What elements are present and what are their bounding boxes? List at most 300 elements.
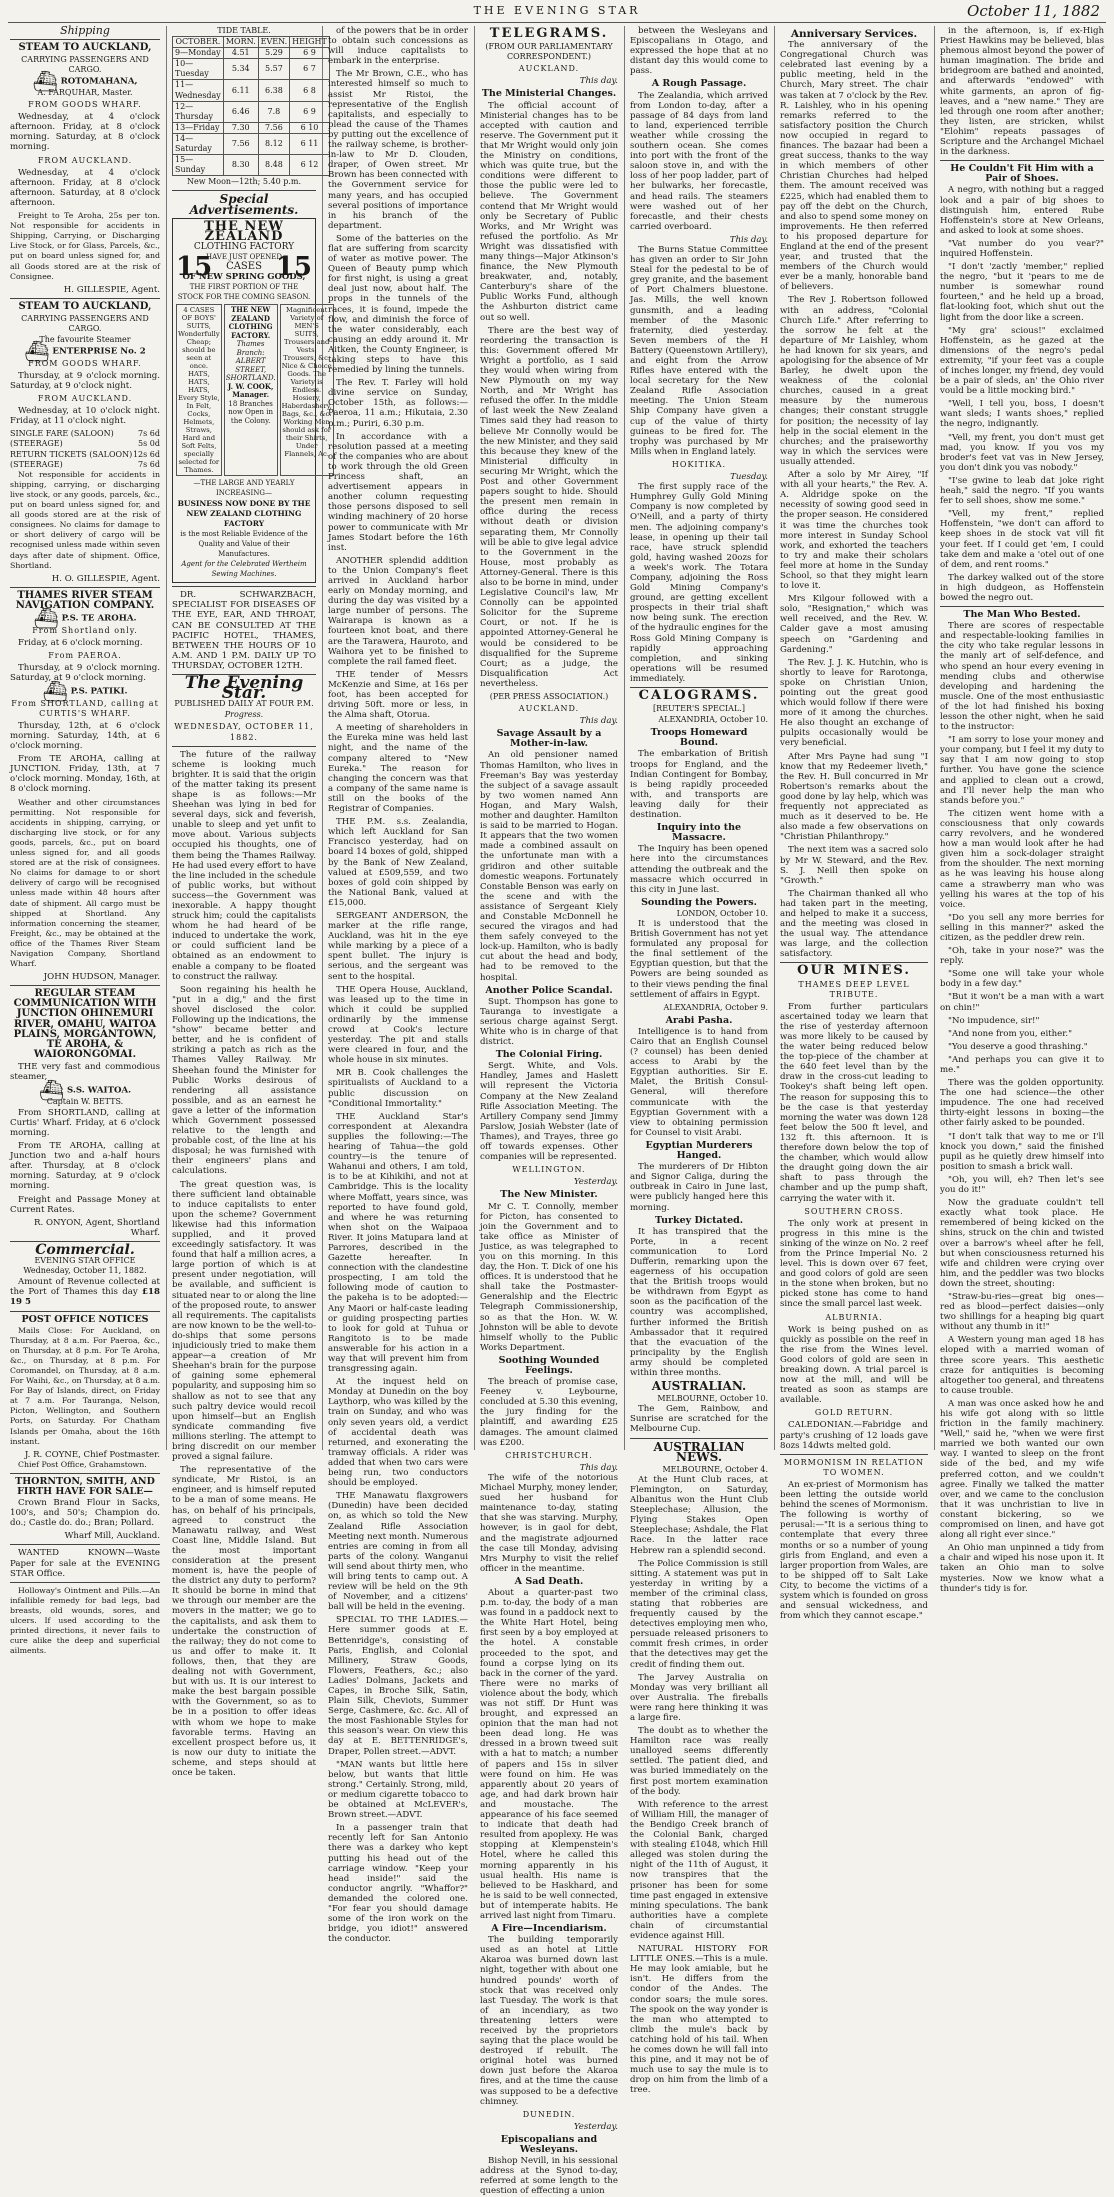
place-heading: AUCKLAND. [518, 64, 580, 74]
fare-price: 12s 6d [132, 449, 160, 459]
news-paragraph: THE Manawatu flaxgrowers (Dunedin) have been decided on, as which so told the New Zealand Rifle Association Meeting next month. Numerous entries are coming in from all parts of the colony. Wanganui will send about thirty men, who will bring tents to camp out. A review will be held on the 9th of November, and a citizens' ball will be held in the evening. [328, 1491, 468, 1613]
article-heading: A Rough Passage. [651, 78, 747, 90]
ad-panel-center [224, 304, 278, 476]
notice-text: Not responsible for accidents in shipping, carrying, or discharging live stock, or any goods, parcels, &c., put on board unless signed for, and all goods stored are at the risk of consignees. No claims for damage to or short delivery of cargo will be recognised unless made within seven days after date of shipment. Office, Shortland. [10, 469, 160, 570]
article-paragraph: "But it won't be a man with a wart on chin!" [940, 992, 1104, 1013]
schedule: Wednesday, at 4 o'clock afternoon. Friday, at 8 o'clock afternoon. Saturday, at 8 o'clock afternoon. [10, 167, 160, 208]
notice-text: Weather and other circumstances permitting. Not responsible for accidents in shipping, carrying, or discharging live stock, or for any goods, parcels, &c., put on board unless signed for, and all goods stored are at the risk of consignees. No claims for damage to or short delivery of cargo will be recognised unless made within 48 hours after date of shipment. All cargo must be shipped at Shortland. Any information concerning the steamer, Freight, &c., may be obtained at the office of the Thames River Steam Navigation Company, Shortland Wharf. [10, 797, 160, 969]
article-paragraph: "Straw-bu-ries—great big ones—red as blood—perfect daisies—only two shillings for a heaping big quart without any thumb in it!" [940, 1291, 1104, 1333]
editorial-paragraph: Soon regaining his health he "put in a dig," and the first shovel disclosed the color. Following up the indications, the "show" became better and better, and he is confident of striking a patch as rich as the Thames Valley Railway. Mr Sheehan found the Minister for Public Works desirous of rendering all assistance possible, and as an earnest he gave a letter of the information which Government possessed relative to the length and probable cost, of the line at his disposal; he was furnished with their engineers' plans and calculations. [172, 984, 316, 1177]
steamship-icon: ⛴ [32, 69, 58, 94]
ad-subtitle: CLOTHING FACTORY [193, 241, 295, 252]
news-paragraph: SPECIAL TO THE LADIES.—Here summer goods at E. Bettenridge's, consisting of Paris, English, and Colonial Millinery, Straw Goods, Flowers, Feathers, &c.; also Ladies' Dolmans, Jackets and Capes, in Broche Silk, Satin, Plain Silk, Cheviots, Summer Serge, Cashmere, &c. &c. All of the most Fashionable Styles for this season's wear. On view this day at E. BETTENRIDGE's, Draper, Pollen street.—ADVT. [328, 1615, 468, 1757]
article-paragraph: The Police Commission is still sitting. A statement was put in yesterday in writing by a member of the criminal class, stating that robberies are frequently caused by the detectives employing men who, persuade released prisoners to commit fresh crimes, in order that the detectives may get the credit of finding them out. [630, 1558, 768, 1670]
schedule: From TE AROHA, calling at JUNCTION. Friday, 13th, at 7 o'clock morning. Monday, 16th, at 8 o'clock morning. [10, 754, 160, 795]
tide-column-header: OCTOBER. [173, 37, 224, 48]
notice-text: Freight to Te Aroha, 25s per ton. Not responsible for accidents in Shipping, Carrying, or Discharging Live Stock, or for Glass, Parcels, &c., put on board unless signed for, and all Goods stored are at the risk of Consignee. [10, 211, 160, 281]
ad-line: OF NEW SPRING GOODS, [182, 272, 306, 283]
departure-point: FROM AUCKLAND. [37, 394, 133, 404]
column-shipping [10, 24, 160, 1656]
fare-label: RETURN TICKETS (SALOON) [10, 449, 133, 459]
article-body: The breach of promise case, Feeney v. Leybourne, concluded at 5.30 this evening, the jury finding for the plaintiff, and awarding £25 damages. The amount claimed was £200. [480, 1377, 618, 1448]
divider [10, 1473, 160, 1474]
place-heading: DUNEDIN. [522, 2109, 576, 2119]
news-paragraph: THE Auckland Star's correspondent at Alexandra supplies the following:—The hearing of Tahua—the gold country—is the tenure of Wahanui and others, I am told, is to be at Kihikihi, and not at Cambridge. This is the locality where Moffatt, years since, was reported to have found gold, and where he was returning when shot on the Waipaoa River. It joins Matupara land at Parrores, described in the Gazette hereafter. In connection with the clandestine prospecting, I am told the following mode of caution to the pakeha is to be adopted:—Any Maori or half-caste leading or guiding prospecting parties to look for gold at Tuhua or Rangitoto is to be made answerable for his action in a way that will prevent him from transgressing again. [328, 1111, 468, 1375]
tide-cell: 5.57 [258, 59, 290, 80]
fare-row [10, 460, 160, 470]
customs-amount: £18 19 5 [10, 1287, 160, 1308]
tide-column-header: MORN. [223, 37, 258, 48]
article-heading: A Sad Death. [514, 1575, 584, 1587]
schedule: Friday, at 6 o'clock morning. [18, 637, 143, 648]
section-heading-australian: AUSTRALIAN. [651, 1379, 747, 1394]
ad-line: —THE LARGE AND YEARLY INCREASING— [193, 479, 295, 498]
departure-point: FROM GOODS WHARF. [28, 358, 142, 368]
article-body: The murderers of Dr Hibton and Signor Caliga, during the outbreak in Cairo in June last, were publicly hanged here this morning. [630, 1162, 768, 1213]
article-heading: Sounding the Powers. [641, 896, 757, 908]
tide-cell: 7.56 [258, 122, 290, 133]
news-paragraph: A meeting of shareholders in the Eureka mine was held last night, and the name of the company altered to "New Eureka." The reason for changing the concern was that a company of the same name is still on the books of the Registrar of Companies. [328, 723, 468, 815]
tide-row [173, 122, 330, 133]
article-paragraph: "No impudence, sir!" [948, 1015, 1040, 1026]
article-body: It has transpired that the Porte, in a recent communication to Lord Dufferin, remarking upon the eagerness of his occupation that the British troops would be withdrawn from Egypt as soon as the pacification of the country was accomplished, further informed the British Ambassador that it required that the evacuation of the principality by the English army should be completed within three months. [630, 1226, 768, 1378]
tide-cell: 6 7 [290, 59, 330, 80]
divider [172, 586, 316, 587]
article-paragraph: After Mrs Payne had sung "I know that my Redeemer liveth," the Rev. H. Bull concurred in Mr Robertson's remarks about the good done by lay help, which was frequently not appreciated as much as it deserved to be. He also made a few observations on "Christian Philanthropy." [780, 751, 928, 843]
vessel-name: ENTERPRISE No. 2 [52, 346, 146, 357]
publication-note: PUBLISHED DAILY AT FOUR P.M. [174, 699, 314, 709]
masthead-title: THE EVENING STAR [473, 4, 641, 17]
tide-cell: 6 9 [290, 101, 330, 122]
article-paragraph: "I don't 'zactly 'member," replied the negro, "but it 'pears to me de number is somewhar round fourteen," and he held up a broad, flat-looking foot, which shut out the light from the door like a screen. [940, 262, 1104, 323]
tide-cell: 6 10 [290, 122, 330, 133]
column-anniversary-mines [780, 26, 928, 1622]
schedule: Thursday, 12th, at 6 o'clock morning. Saturday, 14th, at 6 o'clock morning. [10, 720, 160, 752]
article-paragraph: The citizen went home with a consciousness that only cowards carry revolvers, and he wondered how a man would look after he had given him a sock-dolager straight from the shoulder. The next morning as he was leaving his house along came a strawberry man who was yelling his wares at the top of his voice. [940, 808, 1104, 910]
place-heading: CHRISTCHURCH. [505, 1450, 593, 1460]
article-paragraph: The Jarvey Australia on Monday was very brilliant all over Australia. The fireballs were rang here thinking it was a large fire. [630, 1672, 768, 1723]
article-body: The Zealandia, which arrived from London to-day, after a passage of 84 days from land to land, experienced terrible weather while crossing the southern ocean. She comes into port with the front of the saloon stove in, and with the loss of her poop ladder, part of her bulwarks, her forecastle, and head rails. The steamers were washed out of her forecastle, and their chests carried overboard. [630, 90, 768, 232]
divider [172, 746, 316, 747]
article-paragraph: The darkey walked out of the store in high dudgeon, as Hoffenstein bowed the negro out. [940, 572, 1104, 603]
fare-label: SINGLE FARE (SALOON) [10, 429, 114, 439]
departure-point: From Shortland only. [32, 625, 138, 635]
mine-heading: GOLD RETURN. [814, 1408, 894, 1418]
fare-table [10, 429, 160, 469]
article-paragraph: "Do you sell any more berries for selling in this manner?" asked the citizen, as the peddler drew rein. [940, 912, 1104, 943]
article-paragraph: After a solo by Mr Airey, "If with all your hearts," the Rev. A. A. Aldridge spoke on the necessity of sowing good seed in the proper season. He considered it was time the churches took more interest in Sunday School work, and exhorted the teachers to try and make their scholars feel more at home in the Sunday School, so that they might learn to love it. [780, 470, 928, 592]
article-body: Intelligence is to hand from Cairo that an English Counsel (? counsel) has been denied access to Arabi by the Egyptian authorities. Sir E. Malet, the British Consul-General, will therefore communicate with the Egyptian Government with a view to obtaining permission for Counsel to visit Arabi. [630, 1026, 768, 1138]
ad-title: THE NEW ZEALAND [204, 218, 284, 244]
schedule: Thursday, at 9 o'clock morning. Saturday, at 9 o'clock night. [10, 370, 160, 391]
article-paragraph: There are the best way of reordering the transaction is this: Government offered Mr Wright a portfolio, as I said they would when wiring from New Plymouth on my way North, and Mr Wright has refused the offer. In the middle of last week the New Zealand Times said they had reason to believe Mr Connolly would be the new Minister, and they said this because they knew of the Ministerial difficulty in securing Mr Wright, which the Post and other Government papers sought to hide. Should the present men remain in office during the recess without death or division separating them, Mr Connolly will be able to give legal advice to the Government in the House, most probably as Attorney-General. There is this also to be borne in mind, under Legislative Council's law, Mr Connolly can be appointed Solicitor for the Supreme Court, or not. If he is appointed Attorney-General he would be considered to be disqualified for the Supreme Court; as a judge, the Disqualification Act nevertheless. [480, 325, 618, 689]
ad-line: Agent for the Celebrated Wertheim Sewing Machines. [181, 560, 307, 579]
ad-panel-left: 4 CASES OF BOYS' SUITS, Wonderfully Cheap; should be seen at once. HATS, HATS, HATS, Every Style, In Felt, Cocks, Helmets, Straws, Hard and Soft Felts, specially selected for Thames. [178, 306, 220, 475]
article-paragraph: At the Hunt Club races, at Flemington, on Saturday, Albanitus won the Hunt Club Steeplechase; Allusion, the Flying Stakes Open Steeplechase; Ashdale, the Flat Race. In the latter race Hebrew ran a splendid second. [630, 1474, 768, 1556]
section-heading-mines: OUR MINES. [797, 963, 911, 979]
mine-heading: ALBURNIA. [825, 1312, 883, 1322]
news-paragraph: of the powers that be in order to obtain such concessions as will induce capitalists to embark in the enterprise. [328, 26, 468, 67]
divider [10, 985, 160, 986]
article-paragraph: An Ohio man unpinned a tidy from a chair and wiped his nose upon it. It taken an Ohio man to solve mysteries. Now we know what a thunder's tidy is for. [940, 1543, 1104, 1594]
ad-line [10, 679, 160, 704]
article-paragraph: The Rev. J. J. K. Hutchin, who is shortly to leave for Rarotonga, spoke on Christian Union, pointing out the great good which would follow if there were more of it among the churches. He also thought an exchange of pulpits occasionally would be very beneficial. [780, 657, 928, 749]
article-paragraph: The official account of Ministerial changes has to be accepted with caution and reserve. The Government put it that Mr Wright would only join the Ministry on conditions, which was quite true, but the conditions were different to those the public were led to believe. The Government contend that Mr Wright would only be Secretary of Public Works, and Mr Wright was refused the portfolio. As Mr Wright was dissatisfied with many things—Major Atkinson's finance, the New Plymouth breakwater, and, notably, Canterbury's share of the Public Works Fund, although the Ashburton district came out so well. [480, 100, 618, 323]
vessel-master: A. FARQUHAR, Master. [37, 88, 133, 98]
tide-column-header: HEIGHT [290, 37, 330, 48]
place-heading: WELLINGTON. [512, 1165, 586, 1175]
local-news-list [328, 26, 468, 1944]
column-rule [624, 26, 625, 1450]
article-paragraph: A negro, with nothing but a ragged look and a pair of big shoes to distinguish him, entered Rube Hoffenstein's store at New Orleans, and asked to look at some shoes. [940, 185, 1104, 236]
news-paragraph: MR B. Cook challenges the spiritualists of Auckland to a public discussion on "Conditional Immortality." [328, 1068, 468, 1109]
article-heading: The Ministerial Changes. [481, 88, 617, 100]
divider [10, 587, 160, 588]
article-body: The embarkation of British troops for England, and the Indian Contingent for Bombay, is being rapidly proceeded with, and transports are leaving daily for their destination. [630, 749, 768, 821]
column-local-news [328, 26, 468, 1945]
tide-cell: 6 12 [290, 155, 330, 176]
article-body: It is understood that the British Government has not yet formulated any proposal for the final settlement of the Egyptian question, but that the Powers are being sounded as to their views pending the final settlement of affairs in Egypt. [630, 918, 768, 1000]
dateline: MELBOURNE, October 4. [662, 1464, 768, 1474]
tide-cell: 8.30 [223, 155, 258, 176]
tide-table-body [173, 48, 330, 176]
ad-line: BUSINESS NOW DONE BY THE NEW ZEALAND CLOTHING FACTORY [177, 498, 311, 528]
article-heading: Egyptian Murderers Hanged. [645, 1139, 753, 1162]
divider [940, 160, 1104, 161]
ad-line: THE very fast and commodious steamer, [10, 1061, 160, 1082]
departure-point: FROM AUCKLAND. [37, 155, 133, 165]
article-body: Work is being pushed on as quickly as possible on the reef in the rise from the Wines level. Good colors of gold are seen in breaking down. A trial parcel is now at the mill, and will be treated as soon as stamps are available. [780, 1324, 928, 1406]
article-body: An ex-priest of Mormonism has been letting the outside world behind the scenes of Mormonism. The following is worthy of perusal:—"It is a serious thing to contemplate that every three months or so a number of young girls from England, and even a larger proportion from Wales, are to be shipped off to Salt Lake City, to become the victims of a system which is founded on gross and sensual wickedness, and from which they cannot escape." [780, 1479, 928, 1622]
clothing-factory-ad [172, 218, 332, 584]
time-note: Yesterday. [573, 1177, 618, 1188]
notice-text: Chief Post Office, Grahamstown. [18, 1459, 147, 1469]
customs-line [10, 1277, 160, 1307]
article-paragraph: "Oh, take in your nose?" was the reply. [940, 946, 1104, 967]
article-body: Bishop Nevill, in his sessional address at the Synod to-day, referred at some length to the question of effecting a union [480, 2156, 618, 2197]
manager-name: JOHN HUDSON, Manager. [43, 972, 160, 983]
column-rule [774, 26, 775, 1450]
ad-subheading: CARRYING PASSENGERS AND CARGO. [21, 55, 149, 75]
tide-cell: 12—Thursday [173, 101, 224, 122]
news-paragraph: In a passenger train that recently left for San Antonio there was a darkey who kept putting his head out of the carriage window. "Keep your head inside!" said the conductor angrily. "Whaffor?" demanded the colored one. "For fear you should damage some of the iron work on the bridge, you idiot!" answered the conductor. [328, 1823, 468, 1945]
mine-heading: THAMES DEEP LEVEL TRIBUTE. [798, 979, 910, 999]
divider [630, 1438, 768, 1439]
tide-cell: 8.12 [258, 133, 290, 154]
section-heading-commercial: Commercial. [35, 1241, 135, 1258]
fare-label: (STEERAGE) [10, 459, 63, 469]
time-note: Tuesday. [730, 472, 768, 483]
column-cablegrams [630, 26, 768, 2096]
article-paragraph: The Rev J. Robertson followed with an address, "Colonial Church Life." After referring to the sorrow he felt at the departure of Mr Laishley, whom he had known for six years, and apologising for the absence of Mr Barley, he dwelt upon the weakness of the colonial churches, caused in a great measure by the numerous changes; their constant struggle for position; the necessity of lay help in the social element in the churches; and the praiseworthy way in which the services were usually attended. [780, 295, 928, 467]
ad-heading: THAMES RIVER STEAM NAVIGATION COMPANY. [15, 589, 155, 611]
news-paragraph: The Rev. T. Farley will hold divine service on Sunday, October 15th, as follows:—Paeroa, 11 a.m.; Hikutaia, 2.30 p.m.; Puriri, 6.30 p.m. [328, 378, 468, 429]
article-paragraph: A man was once asked how he and his wife got along with so little friction in the family machinery. "Well," said he, "when we were first married we both wanted our own way. I wanted to sleep on the front side of the bed, and my wife preferred cotton, and we couldn't agree. Finally we talked the matter over, and we came to the conclusion that it was unchristian to live in constant bickering, so we compromised on linen, and have got along all right ever since." [940, 1398, 1104, 1541]
article-body: The building temporarily used as an hotel at Little Akaroa was burned down last night, together with about one hundred pounds' worth of stock that was received only last Tuesday. The work is that of an incendiary, as two threatening letters were received by the proprietors saying that the place would be destroyed if rebuilt. The original hotel was burned down just before the Akaroa fires, and at the time the cause was supposed to be a defective chimney. [480, 1935, 618, 2107]
motto: Progress. [224, 710, 264, 720]
article-body: An old pensioner named Thomas Hamilton, who lives in Freeman's Bay was yesterday the subject of a savage assault by two women named Ann Hogan, and Mary Walsh, mother and daughter. Hamilton is said to be married to Hogan. It appears that the two women made a combined assault on the unfortunate man with a gridiron and other suitable domestic weapons. Fortunately Constable Benson was early on the scene and with the assistance of Sergeant Kiely and Constable McDonnell he secured the viragos and had them safely conveyed to the lock-up. Hamilton, who is badly cut about the head and body, had to be removed to the hospital. [480, 750, 618, 983]
ad-line: THE FIRST PORTION OF THE STOCK FOR THE COMING SEASON. [177, 283, 311, 302]
tide-cell: 6.38 [258, 80, 290, 101]
customs-label: Amount of Revenue collected at the Port of Thames this day [10, 1277, 160, 1298]
article-heading: Troops Homeward Bound. [650, 727, 748, 749]
departure-point: FROM GOODS WHARF. [28, 100, 142, 110]
article-paragraph: "Vell, my frent," replied Hoffenstein, "we don't can afford to keep shoes in de stock vat vill fit your feet. If I could get 'em, I could take dem and make a 'otel out of one of dem, and rent rooms." [940, 509, 1104, 570]
schedule: Wednesday, at 4 o'clock afternoon. Friday, at 8 o'clock morning. Saturday, at 8 o'clock morning. [10, 112, 160, 153]
article-body: The Inquiry has been opened here into the circumstances attending the outbreak and the massacre which occurred in this city in June last. [630, 844, 768, 895]
tide-cell: 7.56 [223, 133, 258, 154]
divider [10, 298, 160, 299]
tide-cell: 6.11 [223, 80, 258, 101]
article-paragraph: A Western young man aged 18 has eloped with a married woman of three score years. This aesthetic craze for antiquities is becoming altogether too general, and threatens to cause trouble. [940, 1335, 1104, 1396]
ad-heading: POST OFFICE NOTICES [21, 1313, 149, 1325]
mine-heading: SOUTHERN CROSS. [804, 1206, 904, 1216]
article-body [480, 101, 618, 689]
postmaster-name: J. R. COYNE, Chief Postmaster. [24, 1449, 160, 1460]
tide-cell: 7.8 [258, 101, 290, 122]
divider [780, 1454, 928, 1455]
article-paragraph: "And perhaps you can give it to me." [940, 1054, 1104, 1075]
section-heading-special-ads: Special Advertisements. [189, 192, 299, 217]
article-heading: The Colonial Firing. [495, 1049, 603, 1061]
agent-name: H. O. GILLESPIE, Agent. [51, 573, 160, 584]
divider [172, 190, 316, 191]
article-paragraph: With reference to the arrest of William Hill, the manager of the Bendigo Creek branch of the Colonial Bank, charged with stealing £1048, which Hill alleged was stolen during the night of the 11th of August, it now transpires that the prisoner has been for some time past engaged in extensive mining speculations. The bank authorities have a complete chain of circumstantial evidence against Hill. [630, 1799, 768, 1941]
fare-price: 7s 6d [138, 429, 160, 439]
agent-name: R. ONYON, Agent, Shortland Wharf. [34, 1217, 160, 1238]
article-heading: Turkey Dictated. [654, 1214, 744, 1226]
ad-line: HAVE JUST OPENED [205, 252, 282, 261]
dateline: ALEXANDRIA, October 10. [658, 715, 768, 725]
article-paragraph: "Oh, you will, eh? Then let's see you do it!" [940, 1174, 1104, 1196]
agent-name: H. GILLESPIE, Agent. [63, 284, 160, 295]
article-paragraph: The anniversary of the Congregational Church was celebrated last evening by a public meeting, held in the Church, Mary street. The chair was taken at 7 o'clock by the Rev. R. Laishley, who in his opening remarks referred to the satisfactory position the Church now occupied in regard to finances. The bazaar had been a great success, thanks to the way in which members of other Christian Churches had helped them. The amount received was £225, which had enabled them to pay off the debt on the Church, and also to spend some money on improvements. He then referred to his proposed departure for England at the end of the present year, and trusted that the members of the Church would ever be a manly, honorable band of believers. [780, 40, 928, 293]
dateline: MELBOURNE, October 10. [657, 1394, 768, 1404]
source-note: (PER PRESS ASSOCIATION.) [489, 692, 609, 701]
notice-text: Crown Brand Flour in Sacks, 100's, and 50's; Champion do. do.; Castle do. do.; Bran; Pollard. [10, 1498, 160, 1529]
news-paragraph: THE P.M. s.s. Zealandia, which left Auckland for San Francisco yesterday, had on board 14 boxes of gold, shipped by the Bank of New Zealand, valued at £509,559, and two boxes of gold coin shipped by the National Bank, valued at £15,000. [328, 817, 468, 908]
article-paragraph: "Some one will take your whole body in a few day." [940, 969, 1104, 990]
editorial-paragraph: The great question was, is there sufficient land obtainable to induce capitalists to enter upon the scheme? Government likewise had this information supplied, and it proved exceedingly satisfactory. It was found that half a million acres, a large portion of which is at present under negotiation, will be available, and sufficient is situated near to or along the line of the proposed route, to answer all requirements. The capitalists are now known to be the well-to-do-ships that some persons injudiciously tried to make them appear—a creation of Mr Sheehan's brain for the purpose of gaining some ephemeral popularity, and supposing him so shallow as not to see that any such paltry device would recoil upon himself—but an English syndicate commanding five millions sterling. The attempt to bring discredit on our member proved a signal failure. [172, 1179, 316, 1463]
article-body: The Burns Statue Committee has given an order to Sir John Steal for the pedestal to be of grey granite, and the basement of Port Chalmers bluestone. Jas. Mills, the well known gunsmith, and a leading member of the Masonic fraternity, died yesterday. Seven members of the H Battery (Queenstown Artillery), and eight from the Arrow Rifles have entered with the local secretary for the New Zealand Rifle Association meeting. The Union Steam Ship Company have given a cup of the value of thirty guineas to be fired for. The trophy was purchased by Mr Mills when in England lately. [630, 244, 768, 457]
tide-row [173, 101, 330, 122]
place-heading: HOKITIKA. [671, 459, 727, 469]
fare-label: (STEERAGE) [10, 439, 63, 449]
tide-row [173, 80, 330, 101]
vessel-name: ROTOMAHANA, [60, 76, 138, 87]
new-moon-note: New Moon—12th; 5.40 p.m. [186, 177, 302, 187]
tide-cell: 6 11 [290, 133, 330, 154]
article-body: between the Wesleyans and Episcopalians in Otago, and expressed the hope that at no distant day this would come to pass. [630, 26, 768, 77]
ad-line: is the most Reliable Evidence of the Quality and Value of their Manufactures. [180, 529, 308, 558]
steamship-icon: ⛴ [24, 339, 50, 364]
column-tide-and-editorial [172, 26, 332, 1778]
steamship-icon: ⛴ [38, 1078, 65, 1103]
paddle-steamer-icon: ⛴ [42, 679, 68, 704]
news-paragraph: ANOTHER splendid addition to the Union Company's fleet arrived in Auckland harbor early on Monday morning, and during the day was visited by a large number of persons. The Wairarapa is known as a fourteen knot boat, and there are the Tarawera, Hauroto, and Waihora yet to be finished to complete the rail famed fleet. [328, 555, 468, 667]
editorial-paragraph: The representative of the syndicate, Mr Ristoi, is an engineer, and is himself reputed to be a man of some means. He has, on behalf of his principals, agreed to construct the Manawatu railway, and West Coast line, Middle Island. But the most important consideration at the present moment is, have the people of the district any duty to perform? It should be borne in mind that we through our member are the movers in the matter; we go to the capitalists, and ask them to undertake the construction of the railway; they do not come to us and offer to make it. It follows, then, that they are dealing not with Government, but with us. It is our interest to make the best bargain possible with the Government, so as to be in a position to offer ideas with whom we hope to make favorable terms. Having an excellent prospect before us, it is now our duty to initiate the scheme, and steps should at once be taken. [172, 1465, 316, 1778]
doctor-notice: DR. SCHWARZBACH, SPECIALIST FOR DISEASES OF THE EYE, EAR, AND THROAT, CAN BE CONSULTED AT THE PACIFIC HOTEL, THAMES, BETWEEN THE HOURS OF 10 A.M. AND 1 P.M. DAILY UP TO THURSDAY, OCTOBER 12TH. [172, 590, 316, 671]
tide-table-header [173, 37, 330, 48]
masthead-date: October 11, 1882 [967, 2, 1100, 20]
section-heading-australian-news: AUSTRALIAN NEWS. [653, 1439, 745, 1464]
tide-title: TIDE TABLE. [217, 26, 271, 35]
column-rule [322, 26, 323, 1450]
editorial-article [172, 750, 316, 1778]
vessel-name: P.S. PATIKI. [70, 686, 128, 697]
case-count: 15 [275, 251, 312, 282]
tide-cell: 13—Friday [173, 122, 224, 133]
article-body: From further particulars ascertained today we learn that the rise of yesterday afternoon was more likely to be caused by the water being reduced below the top-piece of the chamber at the 640 feet level than by the draw in the cross-cut leading to Tookey's shaft being left open. The reason for supposing this to be the case is that yesterday morning the water was down 128 feet below the 500 ft level, and 132 ft. this afternoon. It is therefore down below the top of the chamber, which would allow the draught going down the air shaft to pass through the chamber and up the pump shaft, carrying the water with it. [780, 1001, 928, 1204]
column-miscellany [940, 26, 1104, 1594]
column-telegrams [480, 26, 618, 2197]
place-heading: AUCKLAND. [518, 704, 580, 714]
editorial-paragraph: The future of the railway scheme is looking much brighter. It is said that the origin of the matter taking its present shape is as follows:—Mr Sheehan was lying in bed for several days, sick and feverish, unable to sleep and yet unfit to move about. Various subjects occupied his thoughts, one of them being the Thames Railway. He had used every effort to have the line included in the schedule of public works, but without success—the Government was inexorable. A happy thought struck him; could the capitalists whom he had heard of be induced to undertake the work, or could sufficient land be obtained as an endowment to enable a company to be floated to construct the railway. [172, 749, 316, 982]
column-rule [934, 26, 935, 1450]
article-paragraph: The next item was a sacred solo by Mr W. Steward, and the Rev. S. J. Neill then spoke on "Growth." [780, 845, 928, 886]
ad-heading: REGULAR STEAM COMMUNICATION WITH JUNCTION OHINEMURI RIVER, OMAHU, WAITOA PLAINS, MORGANTOWN, TE AROHA, & WAIORONGOMAI. [13, 988, 157, 1060]
article-paragraph: "Well, I tell you, boss, I doesn't want sleds; I wants shoes," replied the negro, indignantly. [940, 399, 1104, 430]
ad-line: THE NEW ZEALAND CLOTHING FACTORY. [228, 305, 273, 340]
ad-subheading: CARRYING PASSENGERS AND CARGO. [21, 313, 149, 333]
schedule: Thursday, at 9 o'clock morning. Saturday, at 9 o'clock morning. [10, 662, 160, 683]
ad-panel-right: Magnificent Variety of MEN'S SUITS, Trousers and Vests, Trousers, &c. Nice & Choice Goods. The Variety is Endless. Hosiery, Haberdashery, Bags, &c., &c. Working Men should ask for their Shirts, Under Flannels, Ac. [280, 304, 334, 476]
tide-column-header: EVEN. [258, 37, 290, 48]
fare-price: 7s 6d [138, 459, 160, 469]
article-body [630, 1475, 768, 1941]
article-paragraph: The doubt as to whether the Hamilton race was really unalloyed seems differently settled. The patient died, and was buried immediately on the first post mortem examination of the body. [630, 1726, 768, 1797]
schedule: From TE AROHA, calling at Junction two and a-half hours after. Thursday, at 8 o'clock morning. Saturday, at 9 o'clock morning. [10, 1141, 160, 1192]
ad-line: Thames Branch: ALBERT STREET, SHORTLAND. [225, 340, 276, 383]
tide-cell: 7.30 [223, 122, 258, 133]
divider [10, 1311, 160, 1312]
tide-cell: 14—Saturday [173, 133, 224, 154]
editorial-dateline: WEDNESDAY, OCTOBER 11, 1882. [174, 722, 314, 742]
article-heading: The Man Who Bested. [963, 609, 1081, 621]
article-paragraph: There are scores of respectable and respectable-looking families in the city who take regular lessons in the manly art of self-defence, and who spend an hour every evening in mending clubs and otherwise developing and hardening the muscle. One of the most enthusiastic of the lot had finished his boxing lesson the other night, when he said to the instructor: [940, 621, 1104, 733]
dateline: LONDON, October 10. [676, 908, 768, 918]
tide-cell: 6 8 [290, 80, 330, 101]
article-paragraph: The Chairman thanked all who had taken part in the meeting, and helped to make it a success, and the meeting was closed in the usual way. The attendance was large, and the collection satisfactory. [780, 888, 928, 960]
section-heading-cablegrams: CALOGRAMS. [638, 688, 760, 703]
tide-cell: 6 9 [290, 48, 330, 59]
article-body: Mr C. T. Connolly, member for Picton, has consented to join the Government and to take office as Minister of Justice, as was telegraphed to you on this morning. In this day, the Hon. T. Dick of one his offices. It is understood that he shall take the Postmaster-Generalship and the Electric Telegraph Commissionership, so as that the Hon. W. W. Johnston will be able to devote himself wholly to the Public Works Department. [480, 1201, 618, 1353]
news-paragraph: The Mr Brown, C.E., who has interested himself so much to assist Mr Ristoi, the representative of the English capitalists, and especially to plead the cause of the Thames by putting out the excellence of the railway scheme, is brother-in-law to Mr D. Clouden, draper, of Owen street. Mr Brown has been connected with the Government service for many years, and has occupied several positions of importance in his branch of the department. [328, 69, 468, 231]
notice-text: Freight and Passage Money at Current Rates. [10, 1194, 160, 1215]
article-heading: A Fire—Incendiarism. [491, 1923, 607, 1935]
column-rule [474, 26, 475, 1450]
notice-text: Holloway's Ointment and Pills.—An infallible remedy for bad legs, bad breasts, old wounds, sores, and ulcers. If used according to the printed directions, it never fails to cure alike the deep and superficial ailments. [10, 1585, 160, 1656]
notice-text: WANTED KNOWN—Waste Paper for sale at the EVENING STAR Office. [10, 1548, 160, 1579]
fare-row [10, 450, 160, 460]
fare-row [10, 439, 160, 449]
departure-point: From PAEROA. [48, 650, 122, 660]
schedule: From SHORTLAND, calling at Curtis' Wharf. Friday, at 6 o'clock morning. [10, 1107, 160, 1139]
divider [10, 1544, 160, 1545]
news-paragraph: THE tender of Messrs McKenzie and Sime, at 16s per foot, has been accepted for driving 50ft. more or less, in the Alma shaft, Otorua. [328, 669, 468, 721]
source-note: [REUTER'S SPECIAL.] [653, 704, 745, 714]
dateline: ALEXANDRIA, October 9. [663, 1002, 768, 1012]
news-paragraph: SERGEANT ANDERSON, the marker at the rifle range, Auckland, was hit in the eye while marking by a piece of a spent bullet. The injury is serious, and the sergeant was sent to the hospital. [328, 910, 468, 982]
tide-row [173, 155, 330, 176]
news-paragraph: "MAN wants but little here below, but wants that little strong." Certainly. Strong, mild, or medium cigarette tobacco to be obtained at McLEVER's, Brown street.—ADVT. [328, 1759, 468, 1821]
notice-text: Mails Close: For Auckland, on Thursday, at 8 a.m. For Paeroa, &c., on Thursday, at 8 p.m. For Te Aroha, &c., on Thursday, at 8 p.m. For Coromandel, on Thursday, at 8 a.m. For Waihi, &c., on Thursday, at 8 a.m. For Bay of Islands, direct, on Friday at 7 a.m. For Tauranga, Nelson, Picton, Wellington, and Southern Ports, on Saturday. For Chatham Islands per Omaha, about the 16th instant. [10, 1325, 160, 1446]
article-paragraph: "Vat number do you vear?" inquired Hoffenstein. [940, 238, 1104, 259]
article-heading: MORMONISM IN RELATION TO WOMEN. [783, 1457, 925, 1477]
article-paragraph: "And none from you, either." [948, 1028, 1073, 1039]
article-heading: Another Police Scandal. [485, 984, 613, 996]
ad-footer: Wharf Mill, Auckland. [64, 1531, 160, 1542]
vessel-name: S.S. WAITOA. [67, 1085, 132, 1096]
article-body [780, 40, 928, 959]
tide-cell: 5.34 [223, 59, 258, 80]
article-heading: He Couldn't Fit Him with a Pair of Shoes. [950, 163, 1094, 185]
fare-row [10, 429, 160, 439]
article-paragraph: Now the graduate couldn't tell exactly what took place. He remembered of being kicked on the shins, struck on the chin and twisted over a barrow's wheel after he fell, but when consciousness returned his wife and children were crying over him, and the peddler was two blocks down the street, shouting: [940, 1198, 1104, 1289]
article-body: The only work at present in progress in this mine is the sinking of the winze on No. 2 reef from the Prince Imperial No. 2 level. This is down over 67 feet, and good colors of gold are seen in the stone when broken, but no picked stone has come to hand since the small parcel last week. [780, 1218, 928, 1310]
fare-price: 5s 0d [138, 439, 160, 449]
ad-heading: STEAM TO AUCKLAND, [18, 300, 152, 312]
article-body [940, 185, 1104, 603]
article-paragraph: "I am sorry to lose your money and your company, but I feel it my duty to say that I am now going to stop further. You have gone the science and applied to clean out a crowd, and I'll never help the man who stands before you." [940, 735, 1104, 806]
ad-line: 18 Branches now Open in the Colony. [228, 399, 274, 425]
article-body: The Gem, Rainbow, and Sunrise are scratched for the Melbourne Cup. [630, 1404, 768, 1435]
paddle-steamer-icon: ⛴ [33, 605, 59, 630]
article-heading: Anniversary Services. [790, 28, 918, 40]
divider [10, 1582, 160, 1583]
article-heading: The New Minister. [500, 1189, 598, 1201]
article-paragraph: There was the golden opportunity. The one had science—the other impudence. The one had received thirty-eight lessons in boxing—the other fairly asked to be pounded. [940, 1078, 1104, 1129]
dateline: EVENING STAR OFFICE Wednesday, October 11, 1882. [23, 1256, 147, 1276]
article-heading: Savage Assault by a Mother-in-law. [496, 728, 602, 750]
article-paragraph: "You deserve a good thrashing." [948, 1041, 1088, 1052]
ad-panel-row [176, 304, 332, 476]
article-body: CALEDONIAN.—Fabridge and party's crushing of 12 loads gave 8ozs 14dwts melted gold. [780, 1420, 928, 1451]
article-heading: Soothing Wounded Feelings. [498, 1354, 600, 1376]
article-heading: Inquiry into the Massacre. [656, 822, 742, 844]
article-body: in the afternoon, is, if ex-High Priest Hawkins may be believed, blas phemous almost beyond the power of human imagination. The bride and bridegroom are bathed and anointed, and afterwards "endowed" with white garments, an apron of fig-leaves, and a "new name." They are led through one room after another; they listen, are stricken, whilst "Elohim" repeats passages of Scripture and the Archangel Michael in the darkness. [940, 26, 1104, 158]
vessel-master: Captain W. BETTS. [46, 1096, 124, 1106]
case-count: 15 [176, 251, 213, 282]
tide-row [173, 48, 330, 59]
tide-cell: 6.46 [223, 101, 258, 122]
time-note: This day. [579, 1462, 618, 1473]
news-paragraph: In accordance with a resolution passed at a meeting of the companies who are about to work through the old Green Princess shaft, an advertisement appears in another column requesting those persons disposed to sell winding machinery of 20 horse power to communicate with Mr James Stodart before the 16th inst. [328, 431, 468, 553]
article-paragraph: "I'se gwine to leab dat joke right heah," said the negro. "If you wants fer to sell shoes, show me some." [940, 475, 1104, 507]
article-body: The first supply race of the Humphrey Gully Gold Mining Company is now completed by O'Neill, and a party of thirty men. The adjoining company's lease, in opening up their tail race, have struck splendid gold, having washed 20ozs for a week's work. The Totara Company, adjoining the Ross Gold Mining Company's ground, are getting excellent prospects in their trial shaft now being sunk. The erection of the hydraulic engines for the Ross Gold Mining Company is rapidly approaching completion, and sinking operations will be resumed immediately. [630, 482, 768, 684]
article-paragraph: Mrs Kilgour followed with a solo, "Resignation," which was well received, and the Rev. W. Calder gave a most amusing speech on "Gardening and Gardening." [780, 594, 928, 655]
time-note: Yesterday. [573, 2121, 618, 2132]
tide-cell: 11—Wednesday [173, 80, 224, 101]
ad-heading: STEAM TO AUCKLAND, [18, 42, 152, 54]
tide-cell: 5.29 [258, 48, 290, 59]
article-body: About a quarter-past two p.m. to-day, the body of a man was found in a paddock next to the White Hart Hotel, being first seen by a boy employed at the hotel. A constable proceeded to the spot, and found a corpse lying on its back in the corner of the yard. There were no marks of violence about the body, which was not stiff. Dr Hunt was brought, and expressed an opinion that the man had not been dead long. He was dressed in a brown tweed suit with a hat to match; a number of papers and 15s in silver were found on him. He was apparently about 20 years of age, and had dark brown hair and moustache. The appearance of his face seemed to indicate that death had resulted from apoplexy. He was stopping at Klempenstein's Hotel, where he called this morning apparently in his usual health. His name is believed to be Haskhard, and he is said to be well connected, but of intemperate habits. He arrived last night from Timaru. [480, 1587, 618, 1921]
news-paragraph: At the inquest held on Monday at Dunedin on the boy Laythorp, who was killed by the train on Sunday, and who was only seven years old, a verdict of accidental death was returned, and exonerating the tramway officials. A rider was added that when two cars were being run, two conductors should be employed. [328, 1377, 468, 1489]
departure-point: From SHORTLAND, calling at CURTIS'S WHARF. [11, 698, 159, 718]
section-heading-telegrams: TELEGRAMS. [489, 26, 609, 41]
tide-cell: 15—Sunday [173, 155, 224, 176]
tide-cell: 10—Tuesday [173, 59, 224, 80]
ad-line: J. W. COOK, Manager. [227, 381, 274, 400]
article-body: Supt. Thompson has gone to Tauranga to investigate a serious charge against Sergt. White who is in charge of that district. [480, 996, 618, 1048]
article-paragraph: "My gra' scious!" exclaimed Hoffenstein, as he gazed at the dimensions of the negro's pedal extremity, "if your feet vas a couple of inches longer, my friend, dey vould be a pair of sleds, an' the Ohio river vould be a little mocking bird." [940, 325, 1104, 397]
newspaper-title: The Evening Star. [184, 673, 304, 704]
article-heading: Episcopalians and Wesleyans. [500, 2133, 598, 2156]
tide-cell: 4.51 [223, 48, 258, 59]
tide-cell: 8.48 [258, 155, 290, 176]
divider [940, 606, 1104, 607]
tide-row [173, 59, 330, 80]
